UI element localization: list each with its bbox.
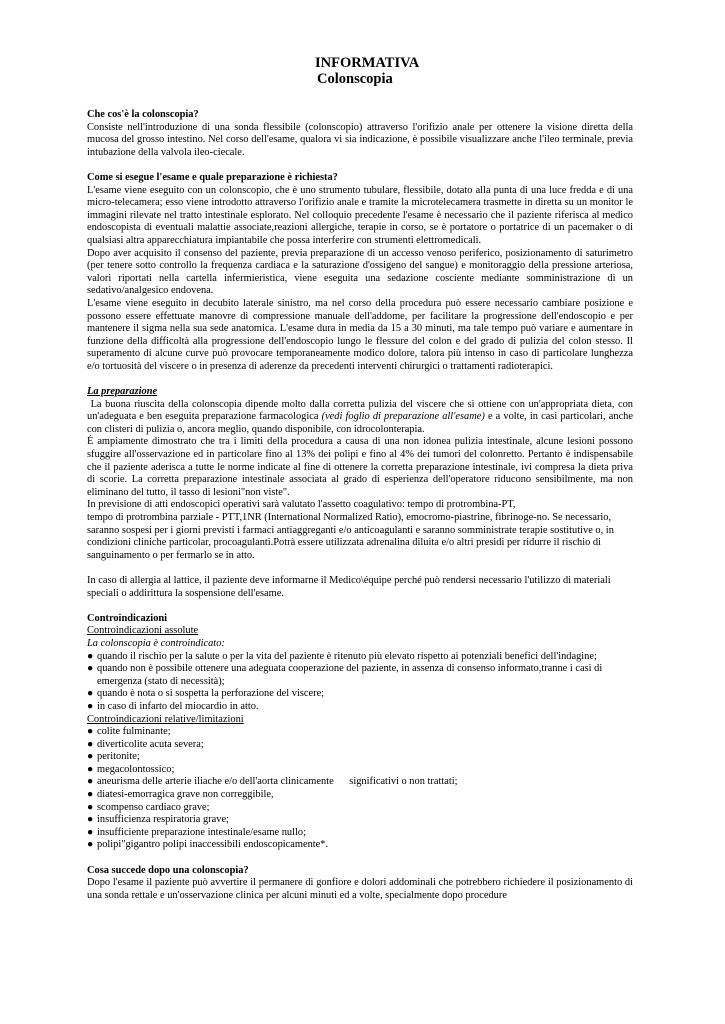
bullet-icon: ● [87,814,94,826]
section-heading: Come si esegue l'esame e quale preparazione è richiesta? [87,171,338,183]
section-heading: Cosa succede dopo una colonscopia? [87,864,249,876]
paragraph: L'esame viene eseguito con un colonscopio, che è uno strumento tubulare, flessibile, dotato alla punta di una luce fredda e di una micro-telecamera; esso viene introdotto attraverso l'orifizio anale e tramite la microtelecamera trasmette in diretta su un monitor le immagini rilevate nel tratto intestinale esplorato. Nel colloquio precedente l'esame è necessario che il paziente riferisca al medico endoscopista di eventuali malattie associate,reazioni allergiche, terapie in corso, se è portatore o portatrice di un pacemaker o di qualsiasi altra apparecchiatura impiantabile che possa interferire con strumenti elettromedicali. [87,184,633,246]
section-after [87,865,633,903]
section-procedure [87,172,633,374]
subsection-heading: Controindicazioni assolute [87,625,199,637]
document-page [87,55,636,902]
section-contraindications [87,613,633,852]
bullet-icon: ● [87,763,94,775]
list-item-text: colite fulminante; [97,726,171,738]
paragraph: In previsione di atti endoscopici operativi sarà valutato l'assetto coagulativo: tempo di protrombina-PT, [87,499,516,511]
list-item-text: insufficienza respiratoria grave; [97,814,229,826]
paragraph: Dopo l'esame il paziente può avvertire il permanere di gonfiore e dolori addominali che potrebbero richiedere il posizionamento di una sonda rettale e un'osservazione clinica per alcuni minuti ed a volte, specialmente dopo procedure [87,877,633,901]
list-item [87,688,633,701]
list-item-text: megacolontossico; [97,763,175,775]
list-item-text: quando il rischio per la salute o per la vita del paziente è ritenuto più elevato rispetto ai potenziali benefici dell'indagine; [97,650,597,662]
list-item [87,726,633,739]
list-item [87,663,633,688]
list-item [87,776,633,789]
document-subtitle: Colonscopia [317,71,393,87]
list-item-text: peritonite; [97,751,140,763]
paragraph [87,398,636,437]
list-item [87,751,633,764]
list-item-text: diatesi-emorragica grave non correggibile, [97,789,274,801]
subsection-heading: Controindicazioni relative/limitazioni [87,713,244,725]
list-item [87,651,633,664]
bullet-icon: ● [87,738,94,750]
list-item-text: in caso di infarto del miocardio in atto. [97,700,259,712]
paragraph: In caso di allergia al lattice, il paziente deve informarne il Medico\équipe perché può rendersi necessario l'utilizzo di materiali speciali o addirittura la sospensione dell'esame. [87,574,611,599]
paragraph: Consiste nell'introduzione di una sonda flessibile (colonscopio) attraverso l'orifizio anale per ottenere la visione diretta della mucosa del grosso intestino. Nel corso dell'esame, qualora vi sia indicazione, è possibile visualizzare anche l'ileo terminale, previa intubazione della valvola ileo-ciecale. [87,121,633,158]
bullet-icon: ● [87,663,94,675]
bullet-icon: ● [87,688,94,700]
list-item-text: insufficiente preparazione intestinale/esame nullo; [97,826,306,838]
list-item [87,764,633,777]
section-heading: Controindicazioni [87,612,168,624]
list-item-text: quando è nota o si sospetta la perforazione del viscere; [97,688,325,700]
paragraph: tempo di protrombina parziale - PTT,1NR (International Normalized Ratio), emocromo-piastrine, fibrinoge-no. Se necessario, saranno sospesi per i giorni previsti i farmaci antiaggreganti e/o anticoagulanti e saranno somministrate terapie sostitutive o, in condizioni cliniche particolar, procoagulanti.Potrà essere utilizzata adrenalina diluita e/o altri presidi per ridurre il rischio di sanguinamento o per fermarlo se in atto. [87,512,614,561]
list-item [87,814,633,827]
list-item [87,739,633,752]
text-run: e a volte, in casi particolari, anche con clisteri di pulizia o, ancora meglio, quando disponibile, con idrocolonterapia. [87,411,633,435]
preparation-sheet-reference: (vedi foglio di preparazione all'esame) [321,411,485,423]
bullet-icon: ● [87,726,94,738]
list-item-text: scompenso cardiaco grave; [97,801,210,813]
list-item [87,827,633,840]
bullet-icon: ● [87,650,94,662]
bullet-icon: ● [87,776,94,788]
section-intro [87,109,633,159]
absolute-contraindications-list [87,651,633,714]
list-item [87,802,633,815]
list-item-text: aneurisma delle arterie iliache e/o dell'aorta clinicamente significativi o non trattati; [97,776,458,788]
subsection-intro: La colonscopia è controindicato: [87,637,225,649]
section-heading: La preparazione [87,386,158,398]
bullet-icon: ● [87,839,94,851]
bullet-icon: ● [87,789,94,801]
relative-contraindications-list [87,726,633,852]
list-item [87,839,633,852]
bullet-icon: ● [87,700,94,712]
paragraph: L'esame viene eseguito in decubito laterale sinistro, ma nel corso della procedura può essere necessario cambiare posizione e possono essere effettuate manovre di compressione manuale dell'addome, per facilitare la progressione dell'endoscopio e per mantenere il sigma nella sua sede anatomica. L'esame dura in media da 15 a 30 minuti, ma tale tempo può variare e aumentare in funzione della difficoltà alla progressione dell'endoscopio lungo le flessure del colon e del grado di pulizia del colon stesso. Il superamento di alcune curve può provocare temporaneamente modico dolore, talora più intenso in caso di particolare lunghezza e/o tortuosità del viscere o in presenza di aderenze da precedenti interventi chirurgici o trattamenti radioterapici. [87,297,633,372]
section-heading: Che cos'è la colonscopia? [87,109,199,120]
document-title: INFORMATIVA [315,55,420,71]
bullet-icon: ● [87,801,94,813]
list-item-text: diverticolite acuta severa; [97,738,204,750]
section-preparation [87,386,636,600]
list-item-text: polipi"gigantro polipi inaccessibili endoscopicamente*. [97,839,329,851]
title-block [315,55,633,87]
list-item [87,701,633,714]
list-item [87,789,633,802]
paragraph: É ampiamente dimostrato che tra i limiti della procedura a causa di una non idonea pulizia intestinale, alcune lesioni possono sfuggire all'osservazione ed in particolare fino al 13% dei polipi e fino al 4% dei tumori del colonretto. Pertanto è indispensabile che il paziente aderisca a tutte le norme indicate al fine di ottenere la corretta preparazione intestinale, ivi compresa la dieta priva di scorie. La corretta preparazione intestinale associata al grado di esperienza dell'operatore riducono sensibilmente, ma non eliminano del tutto, il tasso di lesioni"non viste". [87,436,633,498]
text-run: La buona riuscita della colonscopia dipende molto dalla corretta pulizia del viscere che si ottiene con un'appropriata dieta, con un'adeguata e ben eseguita preparazione farmacologica [87,398,636,423]
bullet-icon: ● [87,751,94,763]
paragraph: Dopo aver acquisito il consenso del paziente, previa preparazione di un accesso venoso periferico, posizionamento di saturimetro (per tenere sotto controllo la frequenza cardiaca e la saturazione d'ossigeno del sangue) e monitoraggio della pressione arteriosa, valori riportati nella cartella infermieristica, viene eseguita una sedazione cosciente mediante somministrazione di un sedativo/analgesico endovena. [87,247,633,297]
bullet-icon: ● [87,826,94,838]
list-item-text: quando non è possibile ottenere una adeguata cooperazione del paziente, in assenza di consenso informato,tranne i casi di emergenza (stato di necessità); [97,663,605,687]
